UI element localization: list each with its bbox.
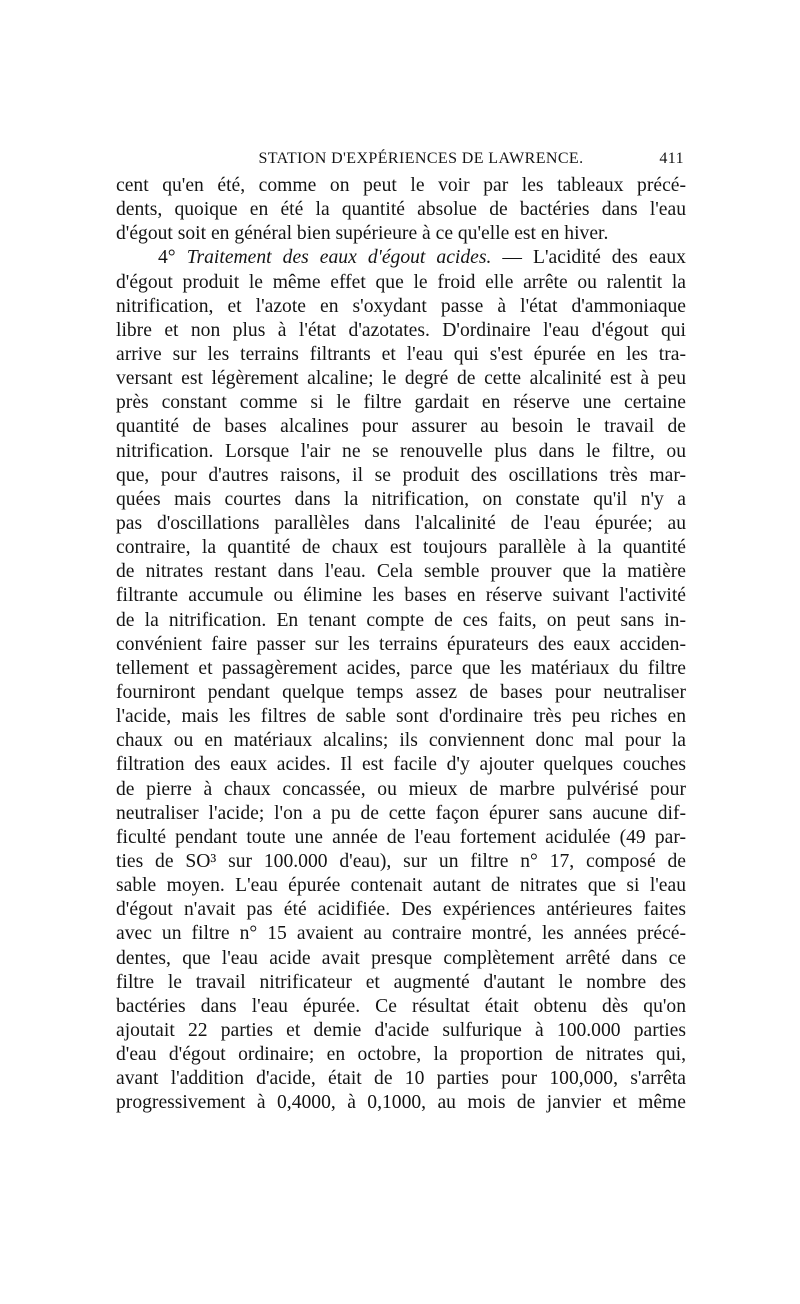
section-heading-line	[116, 246, 686, 270]
text-line: dentes, que l'eau acide avait presque complètement arrêté dans ce	[116, 947, 686, 969]
text-line: nitrification, et l'azote en s'oxydant passe à l'état d'ammoniaque	[116, 295, 686, 317]
text-line: ties de SO³ sur 100.000 d'eau), sur un filtre n° 17, composé de	[116, 850, 686, 872]
text-line: neutraliser l'acide; l'on a pu de cette façon épurer sans aucune dif-	[116, 802, 686, 824]
running-header	[116, 140, 686, 174]
text-line: d'eau d'égout ordinaire; en octobre, la proportion de nitrates qui,	[116, 1044, 686, 1066]
text-line: l'acide, mais les filtres de sable sont d'ordinaire très peu riches en	[116, 706, 686, 728]
text-line: dents, quoique en été la quantité absolue de bactéries dans l'eau	[116, 199, 686, 221]
text-line: nitrification. Lorsque l'air ne se renouvelle plus dans le filtre, ou	[116, 440, 686, 462]
text-line: bactéries dans l'eau épurée. Ce résultat était obtenu dès qu'on	[116, 995, 686, 1017]
text-line: arrive sur les terrains filtrants et l'eau qui s'est épurée en les tra-	[116, 343, 686, 365]
text-line: quantité de bases alcalines pour assurer au besoin le travail de	[116, 416, 686, 438]
text-line: filtre le travail nitrificateur et augmenté d'autant le nombre des	[116, 971, 686, 993]
text-line: cent qu'en été, comme on peut le voir par les tableaux précé-	[116, 175, 686, 196]
text-line: filtration des eaux acides. Il est facile d'y ajouter quelques couches	[116, 754, 686, 776]
running-title: STATION D'EXPÉRIENCES DE LAWRENCE.	[258, 150, 584, 167]
text-line: chaux ou en matériaux alcalins; ils conviennent donc mal pour la	[116, 730, 686, 752]
text-line: quées mais courtes dans la nitrification, on constate qu'il n'y a	[116, 488, 686, 510]
text-line: que, pour d'autres raisons, il se produit des oscillations très mar-	[116, 464, 686, 486]
body-text	[116, 174, 686, 1115]
page-number: 411	[659, 150, 684, 167]
text-line: versant est légèrement alcaline; le degré de cette alcalinité est à peu	[116, 368, 686, 390]
text-line: de nitrates restant dans l'eau. Cela semble prouver que la matière	[116, 561, 686, 583]
section-paragraph	[116, 271, 686, 1116]
text-line: d'égout produit le même effet que le froid elle arrête ou ralentit la	[116, 271, 686, 293]
text-line: filtrante accumule ou élimine les bases en réserve suivant l'activité	[116, 585, 686, 607]
text-line: contraire, la quantité de chaux est toujours parallèle à la quantité	[116, 537, 686, 559]
text-line: progressivement à 0,4000, à 0,1000, au mois de janvier et même	[116, 1092, 686, 1114]
text-line: de pierre à chaux concassée, ou mieux de marbre pulvérisé pour	[116, 778, 686, 800]
section-heading: Traitement des eaux d'égout acides.	[186, 247, 492, 269]
text-line: pas d'oscillations parallèles dans l'alcalinité de l'eau épurée; au	[116, 512, 686, 534]
text-line: fourniront pendant quelque temps assez de bases pour neutraliser	[116, 681, 686, 703]
text-line: avant l'addition d'acide, était de 10 parties pour 100,000, s'arrêta	[116, 1068, 686, 1090]
text-line: avec un filtre n° 15 avaient au contraire montré, les années précé-	[116, 923, 686, 945]
text-line: de la nitrification. En tenant compte de ces faits, on peut sans in-	[116, 609, 686, 631]
text-line: tellement et passagèrement acides, parce que les matériaux du filtre	[116, 657, 686, 679]
book-page	[116, 140, 686, 1115]
section-number: 4°	[158, 247, 176, 269]
text-line: près constant comme si le filtre gardait en réserve une certaine	[116, 392, 686, 414]
text-line: d'égout n'avait pas été acidifiée. Des expériences antérieures faites	[116, 899, 686, 921]
text-line: convénient faire passer sur les terrains épurateurs des eaux acciden-	[116, 633, 686, 655]
text-line: sable moyen. L'eau épurée contenait autant de nitrates que si l'eau	[116, 875, 686, 897]
text-line: ajoutait 22 parties et demie d'acide sulfurique à 100.000 parties	[116, 1019, 686, 1041]
text-line: ficulté pendant toute une année de l'eau fortement acidulée (49 par-	[116, 826, 686, 848]
text-line: libre et non plus à l'état d'azotates. D'ordinaire l'eau d'égout qui	[116, 319, 686, 341]
section-heading-rest: — L'acidité des eaux	[502, 247, 686, 269]
text-line: d'égout soit en général bien supérieure à ce qu'elle est en hiver.	[116, 223, 609, 245]
